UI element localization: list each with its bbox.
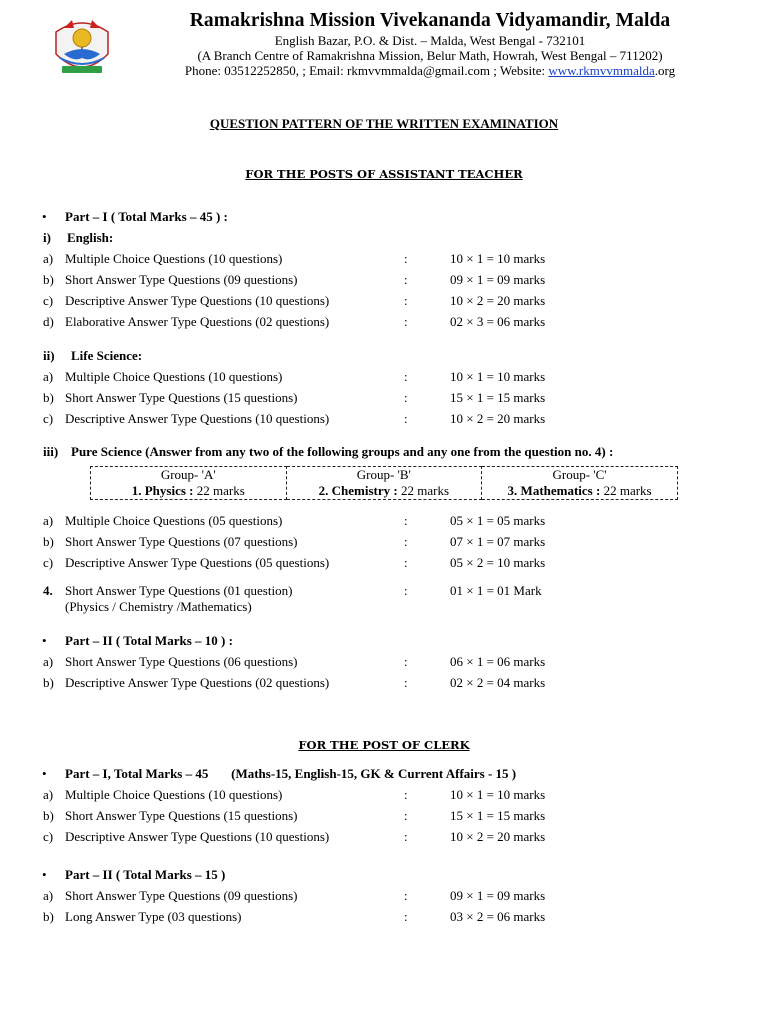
section-label: Pure Science (Answer from any two of the following groups and any one from the question no. 4) : [71, 444, 614, 459]
table-row [0, 368, 768, 386]
group-a-cell [91, 467, 287, 500]
row-label: a) [43, 888, 54, 903]
table-row [0, 674, 768, 692]
row-question: Short Answer Type Questions (01 question) [65, 583, 293, 598]
section-number: i) [43, 230, 51, 245]
row-marks: 06 × 1 = 06 marks [450, 654, 546, 669]
row-label: c) [43, 829, 54, 844]
row-question: Multiple Choice Questions (05 questions) [65, 513, 283, 528]
table-row [0, 908, 768, 926]
row-label: c) [43, 411, 54, 426]
group-marks: 22 marks [193, 483, 245, 498]
group-marks: 22 marks [397, 483, 450, 498]
row-label: 4. [43, 583, 53, 598]
section-number: ii) [43, 348, 55, 363]
row-label: d) [43, 314, 54, 329]
row-question: Short Answer Type Questions (09 questions) [65, 272, 298, 287]
row-colon: : [404, 675, 408, 690]
row-marks: 01 × 1 = 01 Mark [450, 583, 542, 598]
part-heading-text: Part – I ( Total Marks – 45 ) : [65, 209, 228, 224]
website-suffix: .org [654, 63, 676, 78]
group-name: Group- 'B' [356, 467, 411, 482]
row-colon: : [404, 888, 408, 903]
pure-science-heading [0, 443, 768, 461]
row-question: Long Answer Type (03 questions) [65, 909, 242, 924]
life-science-heading [0, 347, 768, 365]
institution-address: English Bazar, P.O. & Dist. – Malda, West Bengal - 732101 [274, 33, 586, 48]
row-label: b) [43, 534, 54, 549]
institution-branch: (A Branch Centre of Ramakrishna Mission, Belur Math, Howrah, West Bengal – 711202) [197, 48, 663, 63]
website-link[interactable]: www.rkmvvmmalda [548, 63, 655, 78]
row-subjects: (Physics / Chemistry /Mathematics) [65, 599, 252, 614]
row-label: b) [43, 272, 54, 287]
row-label: b) [43, 675, 54, 690]
row-question: Short Answer Type Questions (09 questions) [65, 888, 298, 903]
row-colon: : [404, 555, 408, 570]
group-b-cell [286, 467, 482, 500]
row-colon: : [404, 534, 408, 549]
row-colon: : [404, 251, 408, 266]
row-marks: 10 × 1 = 10 marks [450, 251, 546, 266]
question-4-subjects [0, 598, 768, 616]
row-marks: 10 × 2 = 20 marks [450, 411, 546, 426]
institution-name: Ramakrishna Mission Vivekananda Vidyamandir, Malda [189, 10, 671, 31]
part-heading-text: Part – I, Total Marks – 45 (Maths-15, English-15, GK & Current Affairs - 15 ) [65, 766, 517, 781]
row-question: Descriptive Answer Type Questions (05 questions) [65, 555, 330, 570]
teacher-section-heading: FOR THE POSTS OF ASSISTANT TEACHER [245, 167, 523, 181]
row-question: Descriptive Answer Type Questions (02 questions) [65, 675, 330, 690]
row-colon: : [404, 654, 408, 669]
row-question: Descriptive Answer Type Questions (10 questions) [65, 411, 330, 426]
row-label: b) [43, 390, 54, 405]
institution-contact [120, 63, 740, 78]
row-colon: : [404, 808, 408, 823]
row-colon: : [404, 787, 408, 802]
row-marks: 10 × 2 = 20 marks [450, 293, 546, 308]
row-question: Short Answer Type Questions (06 questions) [65, 654, 298, 669]
letterhead [0, 0, 768, 80]
table-row [0, 807, 768, 825]
institution-logo-icon [50, 14, 114, 78]
row-colon: : [404, 390, 408, 405]
row-marks: 03 × 2 = 06 marks [450, 909, 546, 924]
row-colon: : [404, 513, 408, 528]
row-marks: 10 × 1 = 10 marks [450, 787, 546, 802]
table-row [0, 512, 768, 530]
table-row [0, 250, 768, 268]
section-label: Life Science: [71, 348, 143, 363]
table-row [0, 271, 768, 289]
row-marks: 09 × 1 = 09 marks [450, 272, 546, 287]
bullet-icon: • [42, 867, 47, 882]
group-subject-line [287, 483, 482, 499]
row-marks: 02 × 2 = 04 marks [450, 675, 546, 690]
table-row [0, 554, 768, 572]
table-row [0, 389, 768, 407]
page-title: QUESTION PATTERN OF THE WRITTEN EXAMINATION [209, 116, 559, 131]
teacher-part1-heading [0, 208, 768, 226]
row-marks: 10 × 1 = 10 marks [450, 369, 546, 384]
english-heading [0, 229, 768, 247]
row-marks: 05 × 1 = 05 marks [450, 513, 546, 528]
table-row [0, 313, 768, 331]
row-marks: 02 × 3 = 06 marks [450, 314, 546, 329]
row-question: Multiple Choice Questions (10 questions) [65, 787, 283, 802]
group-subject: 3. Mathematics : [507, 483, 601, 498]
row-question: Elaborative Answer Type Questions (02 questions) [65, 314, 330, 329]
row-label: a) [43, 251, 54, 266]
group-c-cell [482, 467, 678, 500]
section-label: English: [67, 230, 114, 245]
clerk-section-heading: FOR THE POST OF CLERK [298, 738, 470, 752]
row-colon: : [404, 909, 408, 924]
table-row [0, 786, 768, 804]
row-question: Short Answer Type Questions (07 questions) [65, 534, 298, 549]
clerk-part1-heading [0, 765, 768, 783]
row-marks: 07 × 1 = 07 marks [450, 534, 546, 549]
part-heading-text: Part – II ( Total Marks – 15 ) [65, 867, 226, 882]
row-colon: : [404, 583, 408, 598]
row-label: c) [43, 555, 54, 570]
row-colon: : [404, 293, 408, 308]
bullet-icon: • [42, 633, 47, 648]
bullet-icon: • [42, 209, 47, 224]
row-label: b) [43, 909, 54, 924]
row-colon: : [404, 272, 408, 287]
teacher-part2-heading [0, 632, 768, 650]
row-colon: : [404, 411, 408, 426]
row-question: Descriptive Answer Type Questions (10 questions) [65, 293, 330, 308]
row-question: Short Answer Type Questions (15 questions) [65, 808, 298, 823]
table-row [0, 828, 768, 846]
row-colon: : [404, 369, 408, 384]
row-question: Multiple Choice Questions (10 questions) [65, 251, 283, 266]
table-row [0, 292, 768, 310]
group-subject-line [91, 483, 286, 499]
section-number: iii) [43, 444, 59, 459]
row-label: c) [43, 293, 54, 308]
contact-text: Phone: 03512252850, ; Email: rkmvvmmalda@gmail.com ; Website: [184, 63, 549, 78]
table-row [0, 410, 768, 428]
row-colon: : [404, 314, 408, 329]
group-marks: 22 marks [600, 483, 652, 498]
row-label: b) [43, 808, 54, 823]
row-marks: 10 × 2 = 20 marks [450, 829, 546, 844]
table-row [0, 887, 768, 905]
row-question: Multiple Choice Questions (10 questions) [65, 369, 283, 384]
row-label: a) [43, 654, 54, 669]
row-marks: 15 × 1 = 15 marks [450, 808, 546, 823]
group-name: Group- 'A' [160, 467, 216, 482]
row-marks: 15 × 1 = 15 marks [450, 390, 546, 405]
row-label: a) [43, 787, 54, 802]
table-row [0, 533, 768, 551]
row-label: a) [43, 513, 54, 528]
row-marks: 09 × 1 = 09 marks [450, 888, 546, 903]
part-heading-text: Part – II ( Total Marks – 10 ) : [65, 633, 233, 648]
bullet-icon: • [42, 766, 47, 781]
row-marks: 05 × 2 = 10 marks [450, 555, 546, 570]
table-row [0, 653, 768, 671]
clerk-part2-heading [0, 866, 768, 884]
group-name: Group- 'C' [552, 467, 607, 482]
row-colon: : [404, 829, 408, 844]
science-groups-table [90, 466, 678, 500]
group-subject-line [482, 483, 677, 499]
row-question: Descriptive Answer Type Questions (10 questions) [65, 829, 330, 844]
group-subject: 1. Physics : [131, 483, 194, 498]
row-label: a) [43, 369, 54, 384]
row-question: Short Answer Type Questions (15 questions) [65, 390, 298, 405]
group-subject: 2. Chemistry : [318, 483, 398, 498]
